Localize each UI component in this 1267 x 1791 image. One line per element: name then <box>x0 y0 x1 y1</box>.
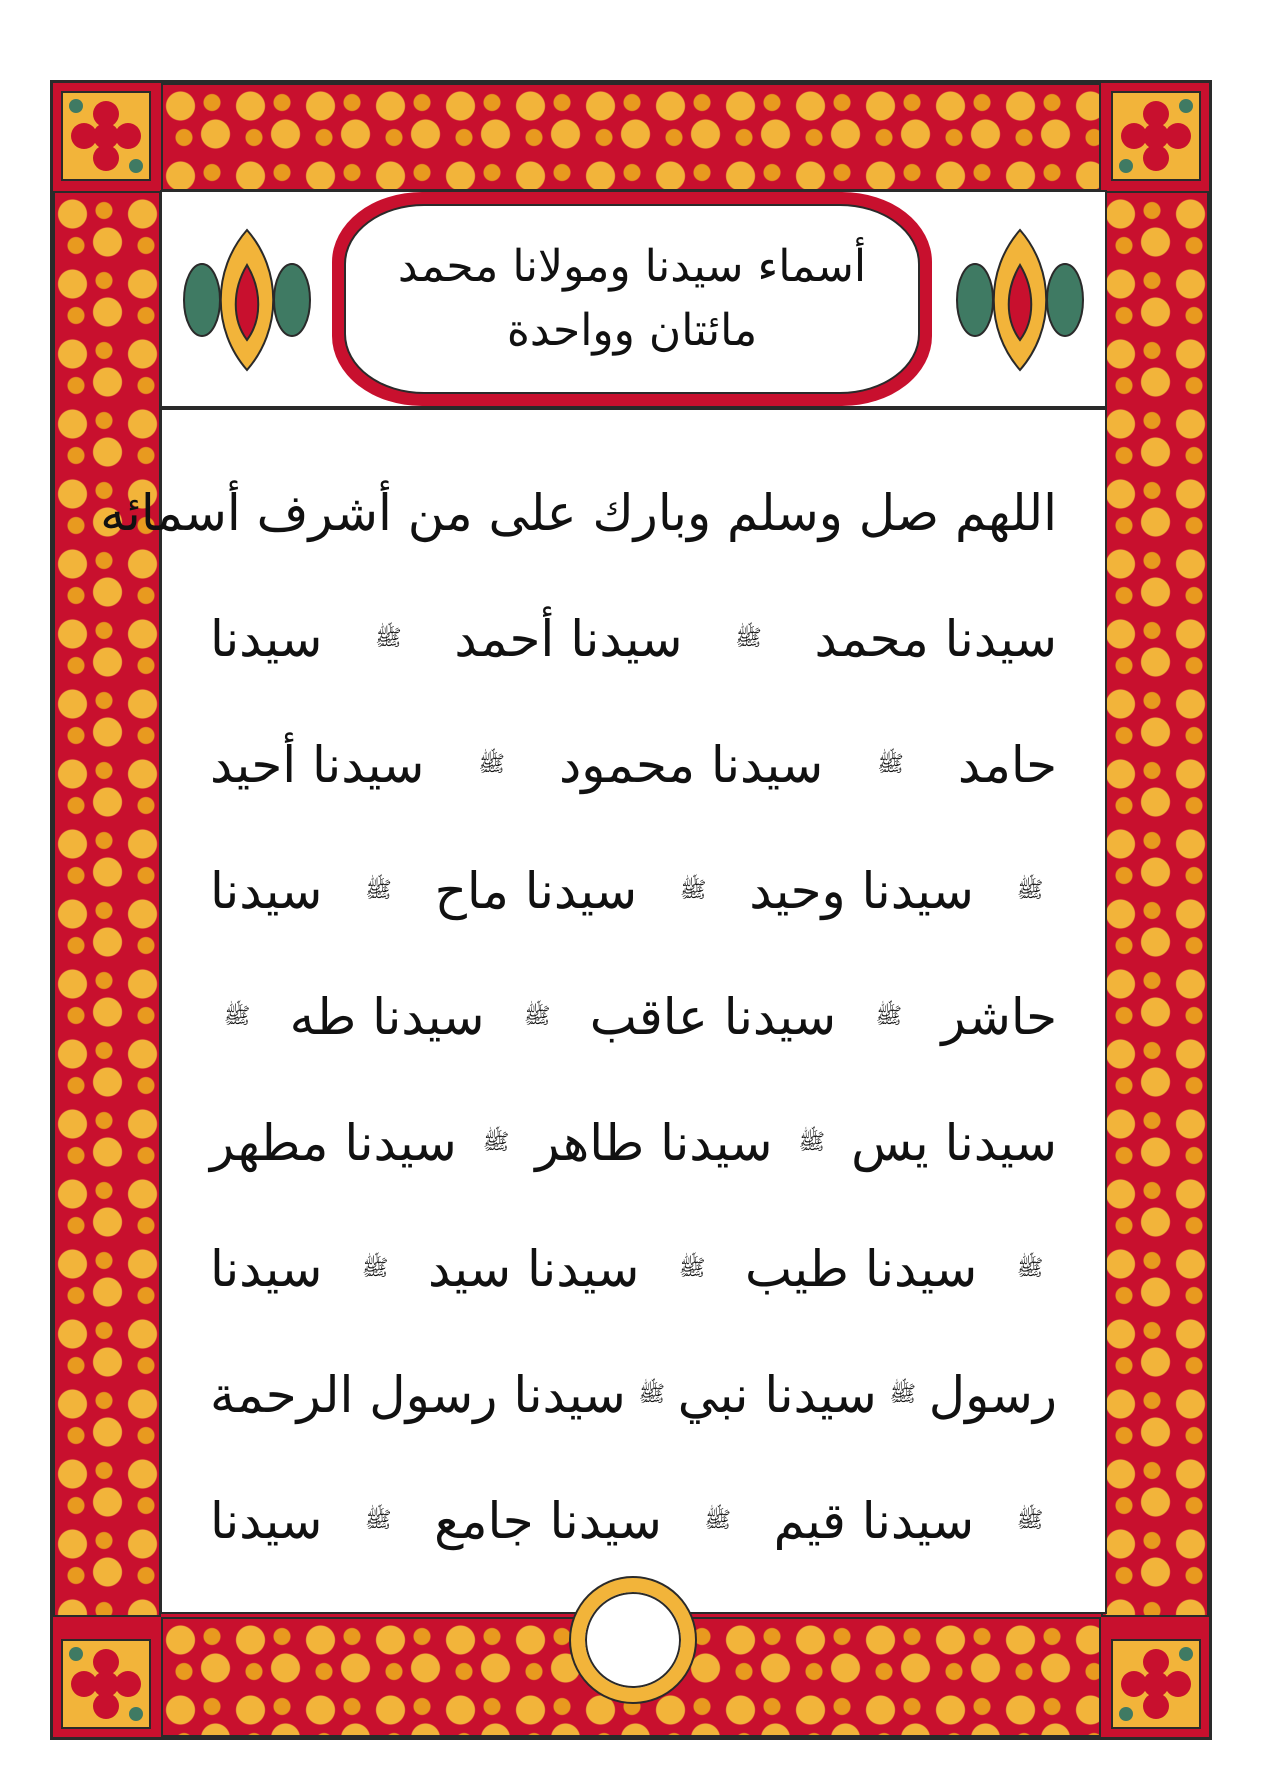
name-segment: سيدنا <box>210 610 323 668</box>
name-segment: سيدنا يس <box>851 1114 1057 1172</box>
salawat-symbol: ﷺ <box>375 626 402 651</box>
left-border-band <box>53 191 161 1617</box>
salawat-symbol: ﷺ <box>704 1508 732 1533</box>
name-segment: سيدنا محمود <box>558 736 824 794</box>
salawat-symbol: ﷺ <box>678 1256 706 1281</box>
name-segment: سيدنا أحمد <box>454 610 683 668</box>
left-floral-ornament <box>172 210 322 390</box>
name-segment: حامد <box>957 736 1057 794</box>
salawat-symbol: ﷺ <box>735 626 762 651</box>
salawat-symbol: ﷺ <box>478 752 505 777</box>
name-segment: حاشر <box>941 988 1057 1046</box>
text-lines <box>100 450 1057 1584</box>
corner-flower-bottom-left <box>61 1639 151 1729</box>
salawat-symbol: ﷺ <box>798 1130 826 1155</box>
name-segment: رسول <box>928 1366 1057 1424</box>
text-line-3 <box>210 702 1057 828</box>
salawat-symbol: ﷺ <box>638 1382 666 1407</box>
text-line-4 <box>210 828 1057 954</box>
text-line-1 <box>100 450 1057 576</box>
name-segment: سيدنا طيب <box>744 1240 978 1298</box>
salawat-symbol: ﷺ <box>361 1256 389 1281</box>
right-floral-ornament <box>945 210 1095 390</box>
text-line-5 <box>210 954 1057 1080</box>
name-segment: سيدنا نبي <box>677 1366 877 1424</box>
text-line-9 <box>210 1458 1057 1584</box>
name-segment: سيدنا محمد <box>814 610 1057 668</box>
salawat-symbol: ﷺ <box>679 878 707 903</box>
text-line-8 <box>210 1332 1057 1458</box>
salawat-symbol: ﷺ <box>523 1004 551 1029</box>
text-line-7 <box>210 1206 1057 1332</box>
title-panel <box>160 190 1107 408</box>
salawat-symbol: ﷺ <box>889 1382 917 1407</box>
name-segment: سيدنا <box>210 1240 323 1298</box>
right-border-band <box>1101 191 1209 1617</box>
salawat-symbol: ﷺ <box>875 1004 903 1029</box>
name-segment: سيدنا سيد <box>427 1240 640 1298</box>
title-line-2: مائتان وواحدة <box>506 305 758 356</box>
name-segment: سيدنا <box>210 1492 323 1550</box>
name-segment: سيدنا عاقب <box>589 988 837 1046</box>
name-segment: سيدنا مطهر <box>210 1114 457 1172</box>
corner-flower-top-left <box>61 91 151 181</box>
salawat-symbol: ﷺ <box>877 752 904 777</box>
text-line-6 <box>210 1080 1057 1206</box>
salawat-symbol: ﷺ <box>364 1508 392 1533</box>
title-line-1: أسماء سيدنا ومولانا محمد <box>397 241 867 292</box>
name-segment: سيدنا رسول الرحمة <box>210 1366 626 1424</box>
title-cartouche-inner <box>344 204 920 394</box>
corner-flower-top-right <box>1111 91 1201 181</box>
name-segment: سيدنا طاهر <box>535 1114 773 1172</box>
salawat-symbol: ﷺ <box>223 1004 251 1029</box>
name-segment: سيدنا أحيد <box>210 736 425 794</box>
name-segment: سيدنا <box>210 862 323 920</box>
corner-flower-bottom-right <box>1111 1639 1201 1729</box>
name-segment: سيدنا وحيد <box>749 862 974 920</box>
salawat-symbol: ﷺ <box>482 1130 510 1155</box>
name-segment: اللهم صل وسلم وبارك على من أشرف أسمائه <box>100 484 1057 542</box>
salawat-symbol: ﷺ <box>1016 1508 1044 1533</box>
top-border-band <box>161 83 1101 191</box>
text-line-2 <box>210 576 1057 702</box>
name-segment: سيدنا قيم <box>773 1492 975 1550</box>
salawat-symbol: ﷺ <box>1016 1256 1044 1281</box>
name-segment: سيدنا ماح <box>434 862 638 920</box>
name-segment: سيدنا طه <box>289 988 485 1046</box>
bottom-ring-medallion <box>571 1578 695 1702</box>
title-cartouche <box>332 192 932 406</box>
text-panel <box>100 408 1107 1614</box>
name-segment: سيدنا جامع <box>434 1492 662 1550</box>
salawat-symbol: ﷺ <box>365 878 392 903</box>
salawat-symbol: ﷺ <box>1016 878 1044 903</box>
